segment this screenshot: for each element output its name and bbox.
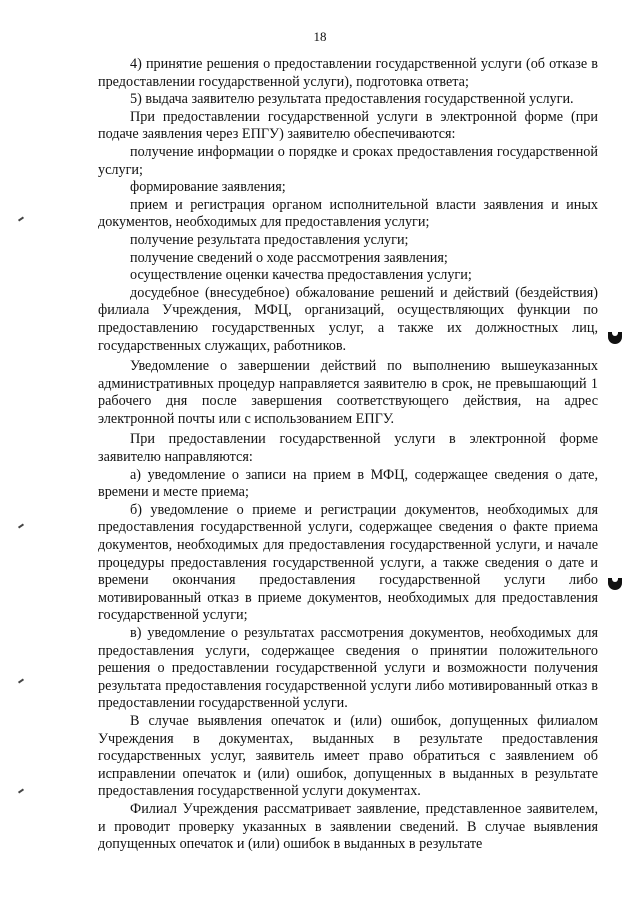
list-item-status: получение сведений о ходе рассмотрения заявления; — [130, 249, 448, 266]
list-item-form: формирование заявления; — [130, 179, 286, 196]
paragraph-errors: В случае выявления опечаток и (или) ошибок, допущенных филиалом Учреждения в документах, выданных в результате предоставления государственных услуг, заявитель имеет право обратиться с заявлением об исправлении опечаток и (или) ошибок, допущенных в выданных в результате предоставления государственной услуги документах. — [98, 712, 598, 800]
document-body — [98, 56, 598, 854]
scan-mark-3 — [18, 678, 24, 683]
scan-mark-4 — [18, 788, 24, 793]
item-b: б) уведомление о приеме и регистрации документов, необходимых для предоставления государственной услуги, содержащее сведения о факте приема документов, необходимых для предоставления государственной услуги, и начале процедуры предоставления государственной услуги, а также сведения о дате и времени окончания предоставления государственной услуги либо мотивированный отказ в приеме документов, необходимых для предоставления государственной услуги; — [98, 501, 598, 624]
paragraph-2: 5) выдача заявителю результата предоставления государственной услуги. — [130, 91, 574, 108]
list-item-appeal: досудебное (внесудебное) обжалование решений и действий (бездействия) филиала Учреждения, МФЦ, организаций, осуществляющих функции по предоставлению государственных услуг, а также их должностных лиц, государственных служащих, работников. — [98, 284, 598, 354]
item-a: а) уведомление о записи на прием в МФЦ, содержащее сведения о дате, времени и месте приема; — [98, 466, 598, 501]
list-item-registration: прием и регистрация органом исполнительной власти заявления и иных документов, необходимых для предоставления услуги; — [98, 196, 598, 231]
scan-hole-mark-2 — [608, 578, 622, 590]
item-c: в) уведомление о результатах рассмотрения документов, необходимых для предоставления услуги, содержащее сведения о принятии положительного решения о предоставлении государственной услуги и возможности получения результата предоставления государственной услуги либо мотивированный отказ в предоставлении государственной услуги. — [98, 625, 598, 712]
paragraph-branch-review: Филиал Учреждения рассматривает заявление, представленное заявителем, и проводит проверку указанных в заявлении сведений. В случае выявления допущенных опечаток и (или) ошибок в выданных в результате — [98, 800, 598, 853]
paragraph-1: 4) принятие решения о предоставлении государственной услуги (об отказе в предоставлении государственной услуги), подготовка ответа; — [98, 56, 598, 90]
list-item-rating: осуществление оценки качества предоставления услуги; — [130, 267, 472, 284]
paragraph-notification: Уведомление о завершении действий по выполнению вышеуказанных административных процедур направляется заявителю в срок, не превышающий 1 рабочего дня после завершения соответствующего действия, на адрес электронной почты или с использованием ЕПГУ. — [98, 358, 598, 427]
list-item-info: получение информации о порядке и сроках предоставления государственной услуги; — [98, 143, 598, 178]
scan-mark-1 — [18, 216, 24, 221]
paragraph-3: При предоставлении государственной услуги в электронной форме (при подаче заявления через ЕПГУ) заявителю обеспечиваются: — [98, 108, 598, 143]
paragraph-electronic-form: При предоставлении государственной услуги в электронной форме заявителю направляются: — [98, 431, 598, 466]
page-number: 18 — [313, 29, 327, 44]
scan-mark-2 — [18, 523, 24, 528]
list-item-result: получение результата предоставления услуги; — [130, 231, 409, 248]
scan-hole-mark-1 — [608, 332, 622, 344]
